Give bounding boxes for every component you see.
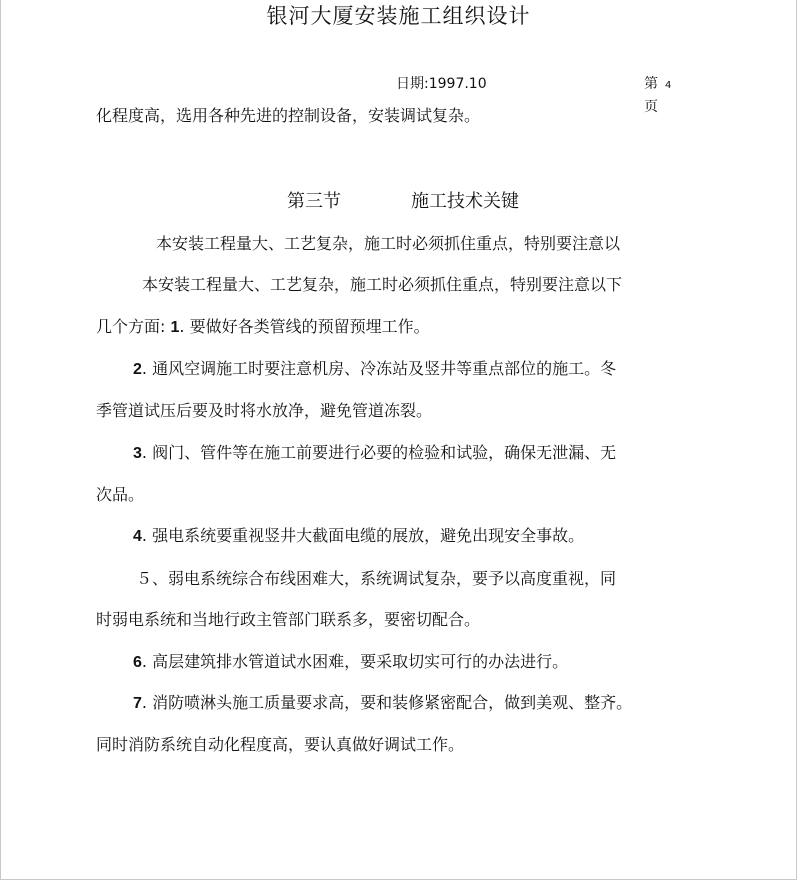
item-7-text-a: . 消防喷淋头施工质量要求高，要和装修紧密配合，做到美观、整齐。 bbox=[141, 693, 633, 712]
item-2-number: 2 bbox=[133, 361, 142, 378]
item-2-text-a: . 通风空调施工时要注意机房、冷冻站及竖井等重点部位的施工。冬 bbox=[141, 359, 617, 378]
item-4-text: . 强电系统要重视竖井大截面电缆的展放，避免出现安全事故。 bbox=[141, 526, 585, 545]
intro-line-1: 本安装工程量大、工艺复杂，施工时必须抓住重点，特别要注意以 bbox=[156, 234, 621, 253]
item-5-text-b: 时弱电系统和当地行政主管部门联系多，要密切配合。 bbox=[96, 610, 481, 629]
item-6-line bbox=[133, 651, 568, 674]
document-title: 银河大厦安装施工组织设计 bbox=[266, 4, 531, 28]
intro-line-3 bbox=[96, 316, 430, 339]
item-6-text: . 高层建筑排水管道试水困难，要采取切实可行的办法进行。 bbox=[141, 652, 569, 671]
page-label-bottom: 页 bbox=[644, 99, 658, 115]
item-6-number: 6 bbox=[133, 654, 142, 671]
item-4-line bbox=[133, 525, 584, 548]
item-4-number: 4 bbox=[133, 528, 142, 545]
page-label-top: 第 bbox=[644, 76, 658, 92]
item-2-line-a bbox=[133, 358, 616, 381]
item-1-text: . 要做好各类管线的预留预埋工作。 bbox=[179, 317, 430, 336]
item-5-text-a: ５、弱电系统综合布线困难大，系统调试复杂，要予以高度重视，同 bbox=[136, 569, 617, 588]
intro-line-2: 本安装工程量大、工艺复杂，施工时必须抓住重点，特别要注意以下 bbox=[142, 275, 623, 294]
item-7-number: 7 bbox=[133, 695, 142, 712]
page-number: 4 bbox=[665, 80, 672, 91]
document-date: 日期:1997.10 bbox=[396, 76, 487, 92]
carryover-line: 化程度高，选用各种先进的控制设备，安装调试复杂。 bbox=[96, 106, 481, 125]
item-3-text-b: 次品。 bbox=[96, 485, 145, 504]
item-3-line-a bbox=[133, 442, 616, 465]
item-7-text-b: 同时消防系统自动化程度高，要认真做好调试工作。 bbox=[96, 735, 465, 754]
section-title: 施工技术关键 bbox=[411, 191, 519, 212]
item-7-line-a bbox=[133, 692, 632, 715]
intro-line-3-prefix: 几个方面: bbox=[96, 317, 166, 336]
item-2-text-b: 季管道试压后要及时将水放净，避免管道冻裂。 bbox=[96, 401, 433, 420]
item-3-number: 3 bbox=[133, 445, 142, 462]
item-3-text-a: . 阀门、管件等在施工前要进行必要的检验和试验，确保无泄漏、无 bbox=[141, 443, 617, 462]
section-number: 第三节 bbox=[287, 191, 341, 212]
item-1-number: 1 bbox=[170, 319, 180, 336]
